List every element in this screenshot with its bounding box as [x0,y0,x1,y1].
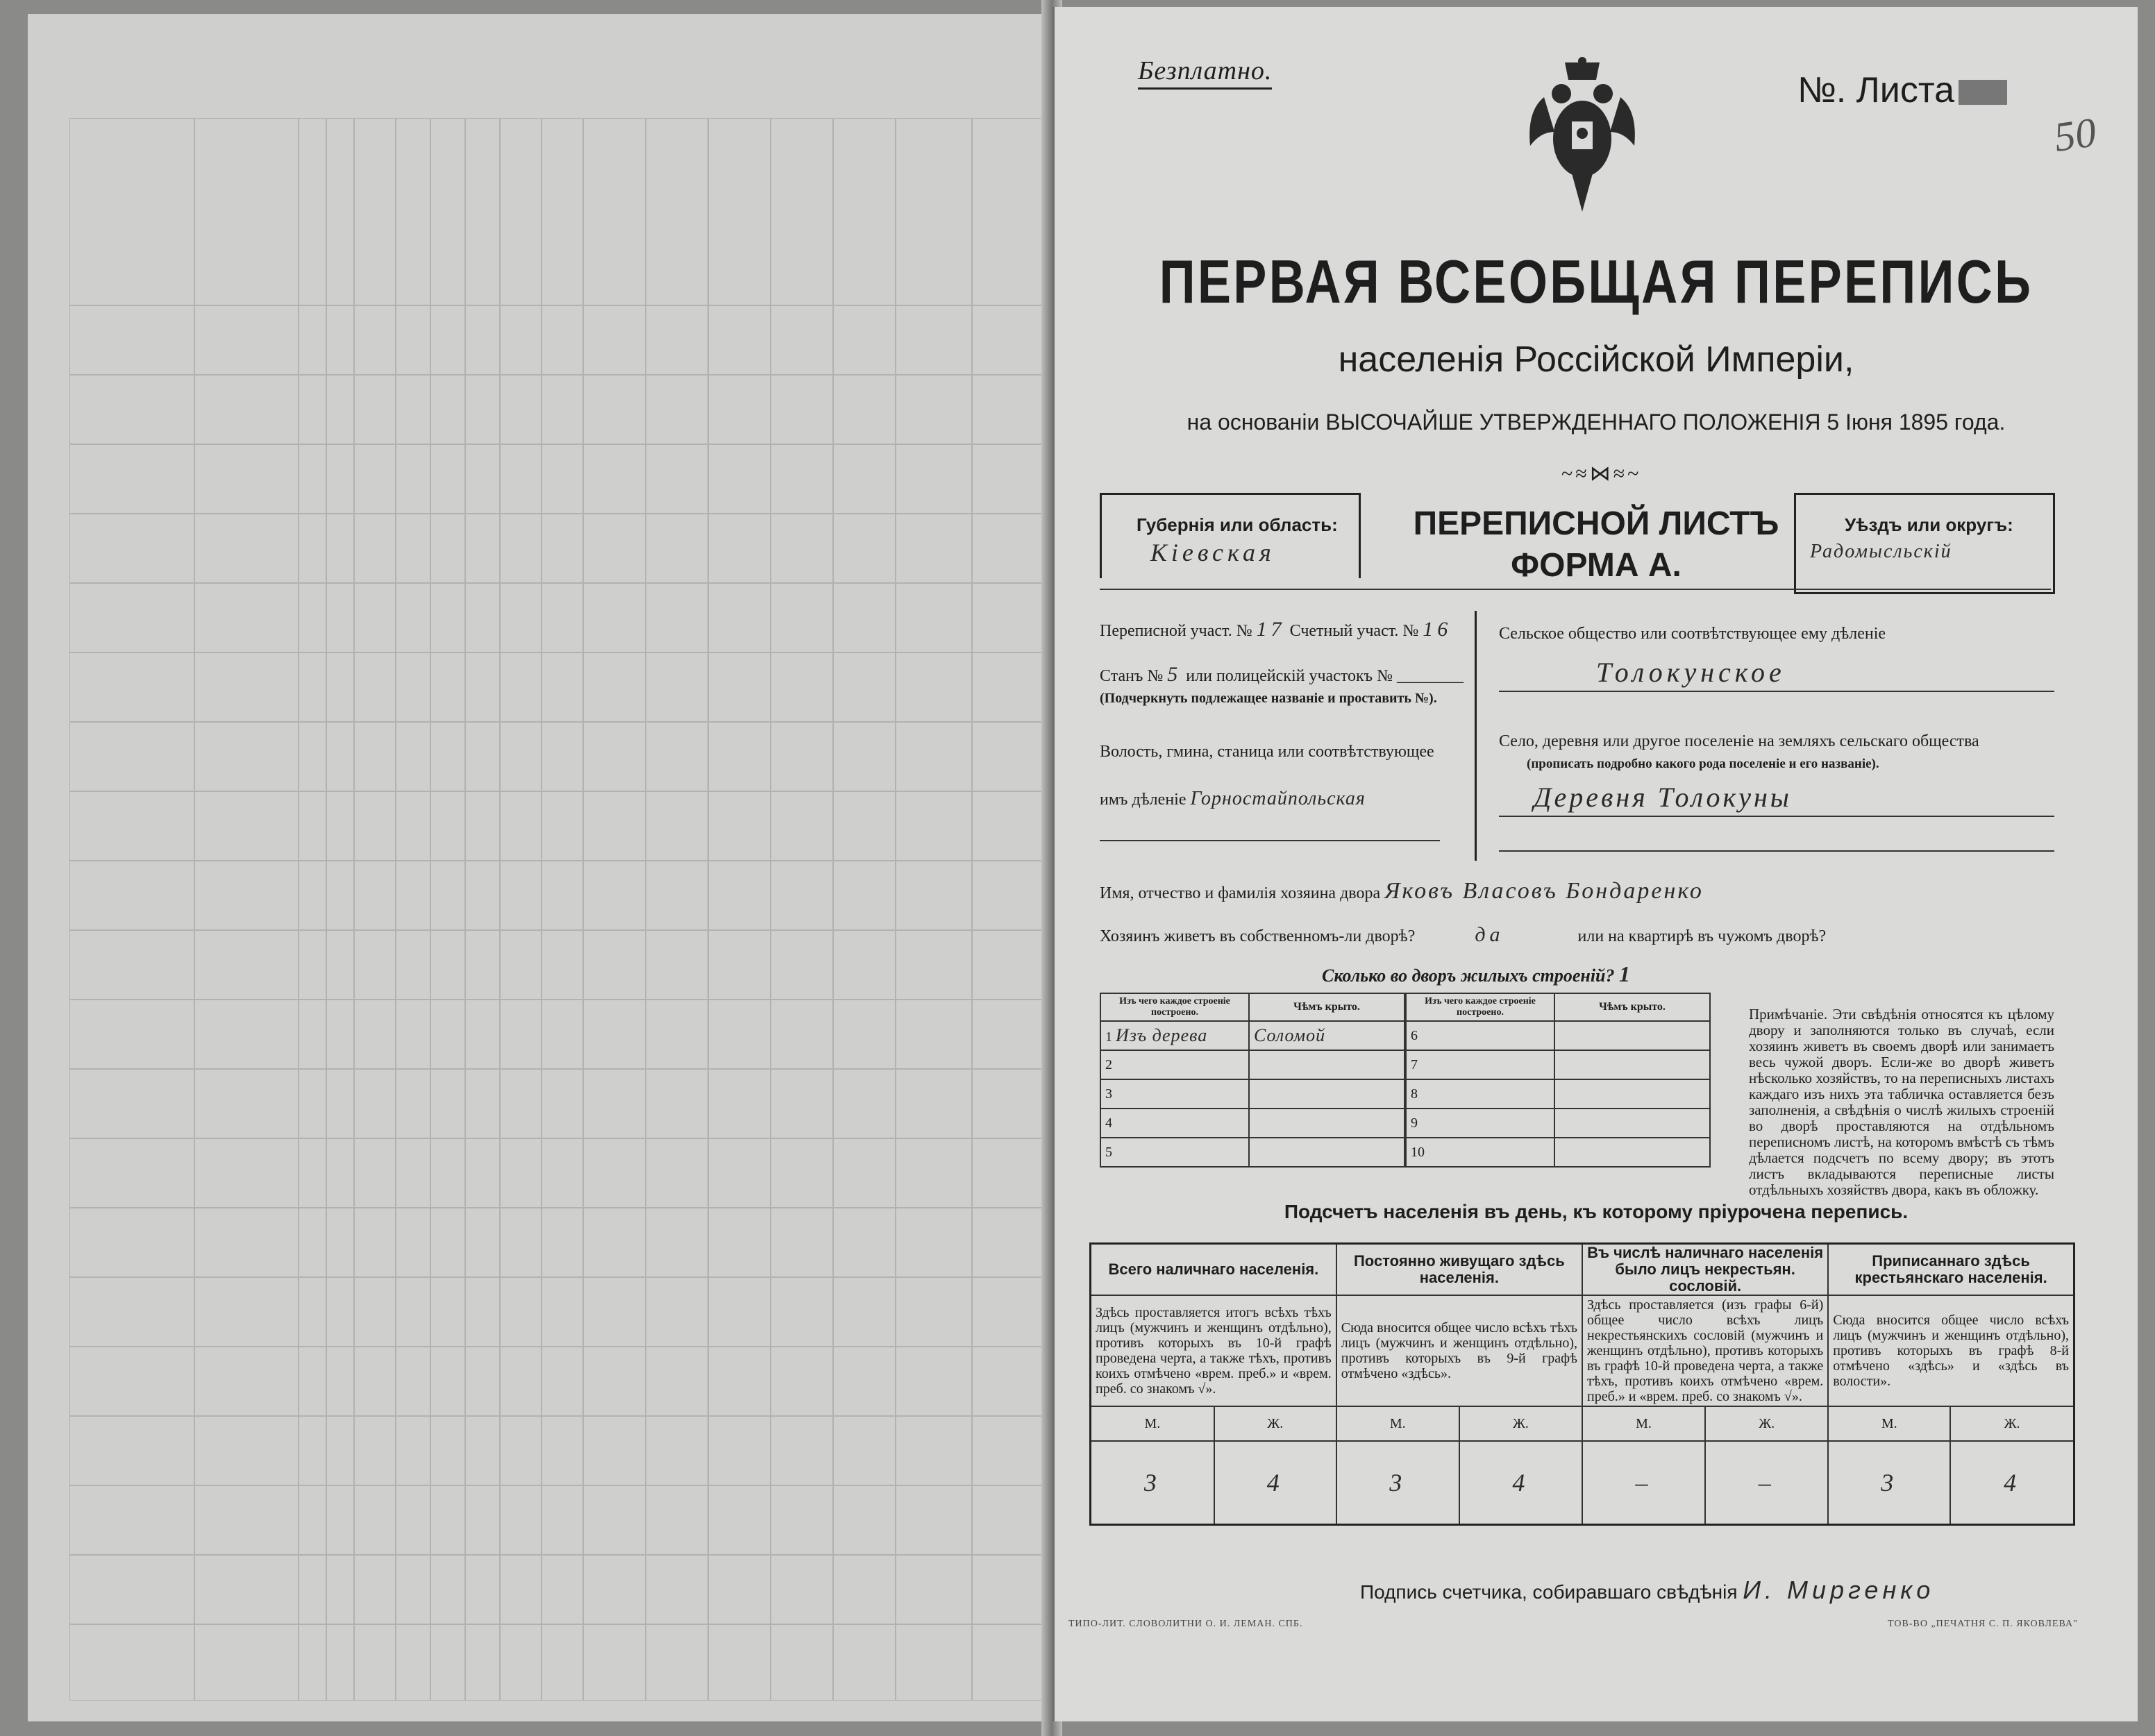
building-row: 4 [1100,1109,1404,1138]
pop-female-value: – [1705,1441,1828,1524]
imperial-eagle-emblem [1523,56,1641,215]
census-subtitle: населенія Россійской Имперіи, [1338,339,1854,380]
field-divider [1475,611,1477,861]
owner-value: Яковъ Власовъ Бондаренко [1384,878,1704,904]
volost-label: Волость, гмина, станица или соотвѣтствующее [1100,743,1434,761]
volost-field: имъ дѣленіе Горностайпольская [1100,788,1366,809]
pop-male-value: – [1582,1441,1705,1524]
society-label: Сельское общество или соотвѣтствующее ему дѣленіе [1499,625,1886,643]
building-row: 7 [1406,1050,1710,1079]
building-row: 1 Изъ дерева Соломой [1100,1021,1404,1050]
pop-col-desc: Здѣсь проставляется (изъ графы 6-й) общее число всѣхъ лицъ некрестьянскихъ сословій (мужчинъ и женщинъ отдѣльно), противъ которыхъ въ графѣ 10-й проведена черта, а также тѣхъ, противъ коихъ отмѣчено «врем. преб.» и «врем. преб. со знакомъ √». [1582,1295,1828,1406]
buildings-value: 1 [1619,961,1635,986]
ornament-divider: ~≈⋈≈~ [1561,462,1642,485]
district-value: Радомысльскій [1810,541,1952,562]
own-yard-value: да [1475,923,1504,946]
sheet-number-stamp [1959,80,2007,105]
stan-field: Станъ № 5 или полицейскій участокъ № ________ [1100,663,1464,686]
district-box [1794,493,2055,594]
building-row: 3 [1100,1079,1404,1109]
building-row: 9 [1406,1109,1710,1138]
population-title: Подсчетъ населенія въ день, къ которому пріурочена перепись. [1284,1201,1909,1222]
building-row: 5 [1100,1138,1404,1167]
buildings-field: Сколько во дворъ жилыхъ строеній? 1 [1322,961,1635,986]
village-label: Село, деревня или другое поселеніе на земляхъ сельскаго общества [1499,732,1979,750]
building-row: 6 [1406,1021,1710,1050]
free-of-charge-label: Безплатно. [1138,56,1272,90]
note-text: Примѣчаніе. Эти свѣдѣнія относятся къ цѣлому двору и заполняются только въ случаѣ, если хозяинъ живетъ въ своемъ дворѣ или занимаетъ весь чужой дворъ. Если-же во дворѣ живетъ нѣсколько хозяйствъ, то на переписныхъ листахъ каждаго изъ нихъ эта табличка оставляется безъ заполненія, а свѣдѣнія о числѣ жилыхъ строеній во дворѣ проставляются на отдѣльномъ переписномъ листѣ, на которомъ вмѣстѣ съ тѣмъ дѣлается подсчетъ по всему двору; въ этотъ листъ вкладываются переписные листы отдѣльныхъ хозяйствъ двора, какъ въ обложку. [1749,1006,2054,1198]
pencil-page-number: 50 [2051,109,2099,160]
district-label: Уѣздъ или округъ: [1845,514,2013,535]
pop-female-value: 4 [1214,1441,1336,1524]
pop-col-desc: Сюда вносится общее число всѣхъ лицъ (мужчинъ и женщинъ отдѣльно), противъ которыхъ въ графѣ 8-й отмѣчено «здѣсь» и «здѣсь въ волости». [1828,1295,2074,1406]
stan-value: 5 [1167,663,1182,686]
pop-col-head: Въ числѣ наличнаго населенія было лицъ некрестьян. сословій. [1582,1244,1828,1296]
census-title: ПЕРВАЯ ВСЕОБЩАЯ ПЕРЕПИСЬ [1159,247,2034,316]
building-row: 8 [1406,1079,1710,1109]
population-table: Всего наличнаго населенія. Постоянно живущаго здѣсь населенія. Въ числѣ наличнаго населенія было лицъ некрестьян. сословій. Приписаннаго здѣсь крестьянскаго населенія. Здѣсь проставляется итогъ всѣхъ тѣхъ лицъ (мужчинъ и женщинъ отдѣльно), противъ которыхъ въ 10-й графѣ проведена черта, а также тѣхъ, противъ коихъ отмѣчено «врем. преб.» и «врем. преб. со знакомъ √». Сюда вносится общее число всѣхъ тѣхъ лицъ (мужчинъ и женщинъ отдѣльно), противъ которыхъ въ 9-й графѣ отмѣчено «здѣсь». Здѣсь проставляется (изъ графы 6-й) общее число всѣхъ лицъ некрестьянскихъ сословій (мужчинъ и женщинъ отдѣльно), противъ которыхъ въ графѣ 10-й проведена черта, а также тѣхъ, противъ коихъ отмѣчено «врем. преб.» и «врем. преб. со знакомъ √». Сюда вносится общее число всѣхъ лицъ (мужчинъ и женщинъ отдѣльно), противъ которыхъ въ графѣ 8-й отмѣчено «здѣсь» и «здѣсь въ волости». М. Ж. М. Ж. М. Ж. М. Ж. 3 4 3 4 – – 3 4 [1089,1242,2075,1526]
pop-col-head: Всего наличнаго населенія. [1091,1244,1336,1296]
building-roof-value: Соломой [1254,1025,1326,1045]
pop-male-value: 3 [1336,1441,1459,1524]
header-rule [1100,589,2051,590]
census-section-value: 17 [1256,618,1286,641]
village-extra-line [1499,850,2054,852]
building-material-value: Изъ дерева [1116,1025,1208,1045]
village-value: Деревня Толокуны [1534,782,1792,813]
society-line [1499,691,2054,692]
stan-note: (Подчеркнуть подлежащее названіе и проставить №). [1100,691,1437,706]
pop-col-desc: Здѣсь проставляется итогъ всѣхъ тѣхъ лицъ (мужчинъ и женщинъ отдѣльно), противъ которыхъ въ 10-й графѣ проведена черта, а также тѣхъ, противъ коихъ отмѣчено «врем. преб.» и «врем. преб. со знакомъ √». [1091,1295,1336,1406]
pop-female-value: 4 [1459,1441,1582,1524]
society-value: Толокунское [1596,657,1786,688]
census-form-page [1053,7,2138,1721]
census-section-field: Переписной участ. № 17 Счетный участ. № 16 [1100,618,1452,641]
imprint-right: ТОВ-ВО „ПЕЧАТНЯ С. П. ЯКОВЛЕВА" [1888,1619,2078,1629]
ghost-table-grid [69,118,1055,1701]
village-note: (прописать подробно какого рода поселеніе и его названіе). [1527,757,1879,771]
owner-field: Имя, отчество и фамилія хозяина двора Яковъ Власовъ Бондаренко [1100,878,1704,904]
signature-value: И. Миргенко [1743,1576,1935,1604]
building-row: 10 [1406,1138,1710,1167]
imprint-left: ТИПО-ЛИТ. СЛОВОЛИТНИ О. И. ЛЕМАН. СПБ. [1068,1619,1303,1629]
province-value: Кіевская [1150,539,1275,566]
form-title: ПЕРЕПИСНОЙ ЛИСТЪ ФОРМА А. [1413,505,1779,584]
own-yard-field: Хозяинъ живетъ въ собственномъ-ли дворѣ? да или на квартирѣ въ чужомъ дворѣ? [1100,923,1827,946]
pop-col-desc: Сюда вносится общее число всѣхъ тѣхъ лицъ (мужчинъ и женщинъ отдѣльно), противъ которыхъ въ 9-й графѣ отмѣчено «здѣсь». [1336,1295,1582,1406]
pop-male-value: 3 [1091,1441,1214,1524]
buildings-table-left: Изъ чего каждое строеніе построено. Чѣмъ крыто. 1 Изъ дерева Соломой 2 3 4 5 [1100,993,1405,1168]
left-page [28,14,1050,1721]
volost-extra-line [1100,840,1440,841]
building-row: 2 [1100,1050,1404,1079]
pop-col-head: Приписаннаго здѣсь крестьянскаго населенія. [1828,1244,2074,1296]
pop-male-value: 3 [1828,1441,1950,1524]
province-box [1100,493,1361,578]
village-line [1499,816,2054,817]
decree-line: на основаніи ВЫСОЧАЙШЕ УТВЕРЖДЕННАГО ПОЛОЖЕНІЯ 5 Іюня 1895 года. [1186,410,2006,435]
province-label: Губернія или область: [1137,514,1338,535]
pop-female-value: 4 [1950,1441,2074,1524]
buildings-table-right: Изъ чего каждое строеніе построено. Чѣмъ крыто. 6 7 8 9 10 [1405,993,1711,1168]
volost-value: Горностайпольская [1190,788,1366,809]
signature-field: Подпись счетчика, собиравшаго свѣдѣнія И. Миргенко [1360,1576,1935,1604]
count-section-value: 16 [1423,618,1452,641]
sheet-number: №. Листа [1797,69,2007,111]
pop-col-head: Постоянно живущаго здѣсь населенія. [1336,1244,1582,1296]
